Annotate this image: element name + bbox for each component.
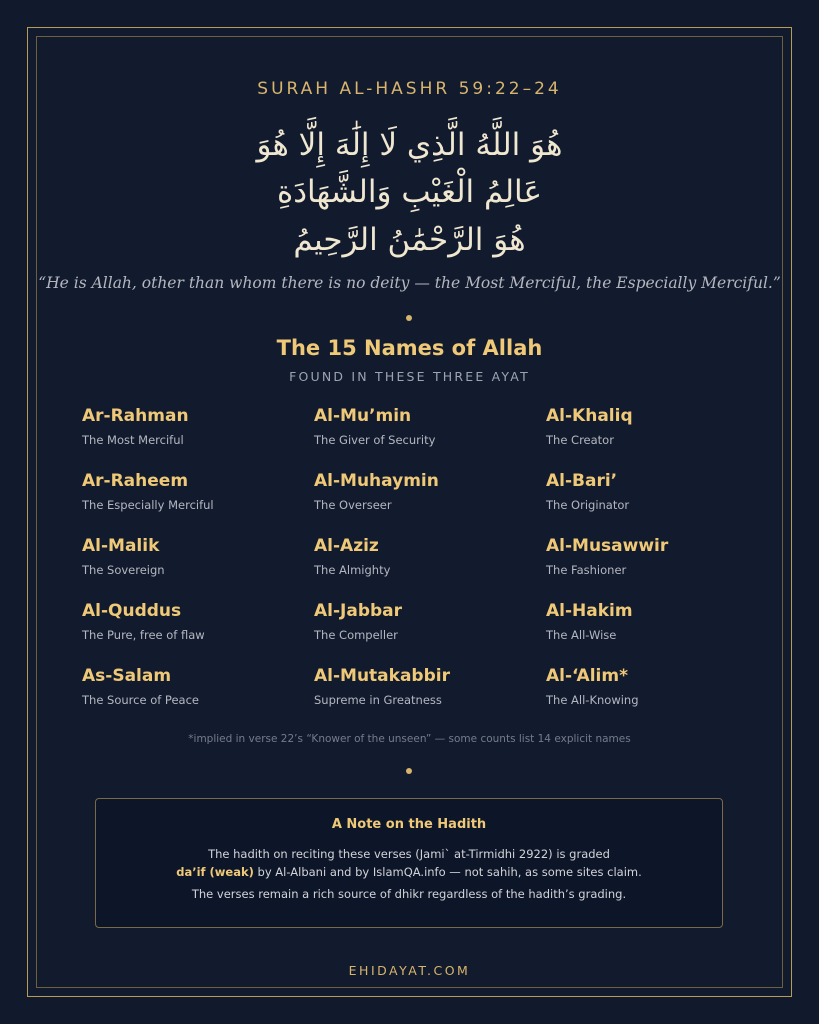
name-card (82, 534, 302, 578)
name-meaning: The Giver of Security (314, 433, 436, 447)
name-title: Al-Mu’min (314, 406, 412, 426)
name-card (82, 664, 302, 708)
name-meaning: The Especially Merciful (82, 498, 214, 512)
note-line-3: The verses remain a rich source of dhikr regardless of the hadith’s grading. (191, 887, 627, 901)
name-card (82, 404, 302, 448)
names-section-subtitle: FOUND IN THESE THREE AYAT (289, 369, 530, 384)
name-title: Al-Quddus (82, 601, 182, 621)
name-title: Al-Hakim (546, 601, 633, 621)
verse-translation: “He is Allah, other than whom there is no deity — the Most Merciful, the Especially Merciful.” (38, 274, 781, 292)
site-url: EHIDAYAT.COM (348, 963, 471, 978)
name-card (314, 404, 534, 448)
name-title: Al-Musawwir (546, 536, 669, 556)
name-title: Ar-Raheem (82, 471, 189, 491)
name-meaning: The Pure, free of flaw (82, 628, 205, 642)
name-meaning: The All-Knowing (546, 693, 639, 707)
name-meaning: The Source of Peace (82, 693, 199, 707)
name-card (314, 469, 534, 513)
note-title: A Note on the Hadith (331, 817, 487, 832)
names-footnote: *implied in verse 22’s “Knower of the unseen” — some counts list 14 explicit names (188, 733, 631, 745)
name-title: Al-Mutakabbir (314, 666, 450, 686)
name-title: Al-Khaliq (546, 406, 633, 426)
name-card (314, 664, 534, 708)
note-line-1: The hadith on reciting these verses (Jami` at-Tirmidhi 2922) is graded (208, 847, 610, 861)
name-meaning: The Compeller (314, 628, 398, 642)
name-card (82, 599, 302, 643)
arabic-verse-line-2: عَالِمُ الْغَيْبِ وَالشَّهَادَةِ (277, 174, 542, 210)
name-meaning: The Overseer (314, 498, 392, 512)
name-meaning: The All-Wise (546, 628, 617, 642)
note-line-2-text: by Al-Albani and by IslamQA.info — not sahih, as some sites claim. (253, 865, 642, 879)
name-meaning: The Almighty (314, 563, 391, 577)
surah-title: SURAH AL-HASHR 59:22–24 (257, 79, 562, 99)
name-meaning: The Creator (546, 433, 614, 447)
name-meaning: The Originator (546, 498, 630, 512)
name-card (314, 599, 534, 643)
divider-dot (406, 768, 412, 774)
names-section-title: The 15 Names of Allah (276, 336, 543, 360)
name-meaning: The Sovereign (82, 563, 165, 577)
name-card (546, 599, 766, 643)
name-title: Ar-Rahman (82, 406, 189, 426)
weak-grade-highlight: da’if (weak) (176, 865, 254, 879)
arabic-verse-line-1: هُوَ اللَّهُ الَّذِي لَا إِلَٰهَ إِلَّا هُوَ (256, 127, 563, 163)
name-card (546, 534, 766, 578)
name-card (546, 664, 766, 708)
name-meaning: The Most Merciful (82, 433, 184, 447)
note-line-2 (96, 865, 722, 879)
name-meaning: Supreme in Greatness (314, 693, 442, 707)
name-title: As-Salam (82, 666, 172, 686)
name-title: Al-Muhaymin (314, 471, 439, 491)
name-card (546, 404, 766, 448)
name-title: Al-Jabbar (314, 601, 403, 621)
name-card (314, 534, 534, 578)
name-meaning: The Fashioner (546, 563, 627, 577)
name-title: Al-Malik (82, 536, 160, 556)
arabic-verse-line-3: هُوَ الرَّحْمَٰنُ الرَّحِيمُ (293, 222, 526, 258)
name-card (546, 469, 766, 513)
name-title: Al-Bari’ (546, 471, 618, 491)
divider-dot (406, 315, 412, 321)
name-card (82, 469, 302, 513)
name-title: Al-Aziz (314, 536, 379, 556)
hadith-note-box (95, 798, 723, 928)
name-title: Al-‘Alim* (546, 666, 628, 686)
